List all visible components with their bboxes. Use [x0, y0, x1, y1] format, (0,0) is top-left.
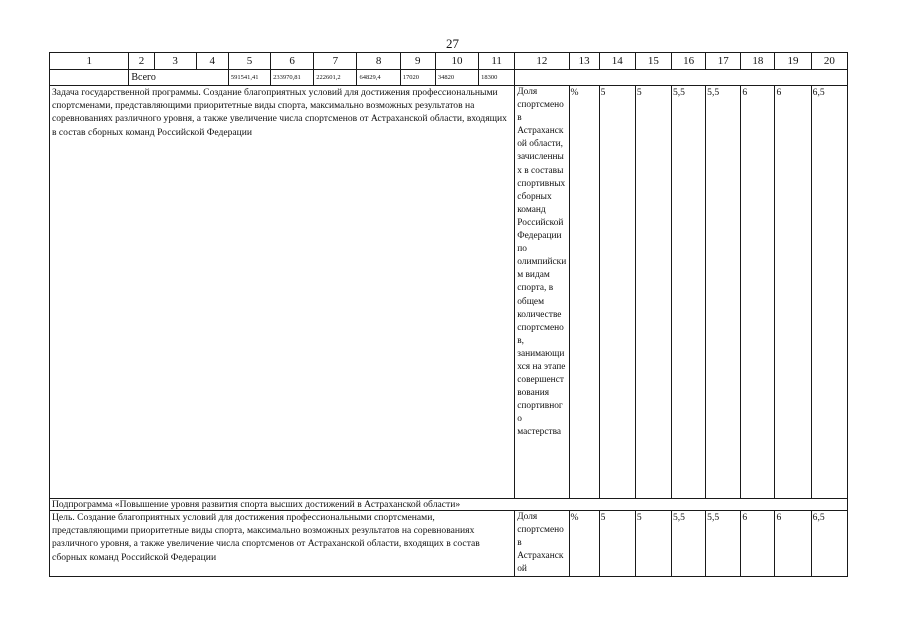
total-value: 64829,4 — [357, 70, 400, 86]
column-header: 18 — [741, 53, 775, 70]
total-value: 34820 — [435, 70, 478, 86]
goal-text: Цель. Создание благоприятных условий для достижения профессиональными спортсменами, представляющими приоритетные виды спорта, максимально возможных результатов на соревнованиях различного уровня, а также увеличение числа спортсменов от Астраханской области, входящих в состав сборных команд Российской Федерации — [50, 511, 515, 577]
total-label: Всего — [129, 70, 228, 86]
total-value: 233970,81 — [271, 70, 314, 86]
indicator-value: 6 — [741, 86, 775, 499]
indicator-value: 5 — [635, 511, 671, 577]
total-value: 222601,2 — [314, 70, 357, 86]
column-header: 2 — [129, 53, 154, 70]
task-text: Задача государственной программы. Создание благоприятных условий для достижения профессиональными спортсменами, представляющими приоритетные виды спорта, максимально возможных результатов на соревнованиях различного уровня, а также увеличение числа спортсменов от Астраханской области, входящих в состав сборных команд Российской Федерации — [50, 86, 515, 499]
indicator-value: 5 — [635, 86, 671, 499]
page-number: 27 — [446, 36, 459, 51]
indicator-value: 5 — [599, 86, 635, 499]
indicator-value: 5,5 — [706, 86, 741, 499]
total-value: 17020 — [400, 70, 435, 86]
column-header: 1 — [50, 53, 129, 70]
column-header: 7 — [314, 53, 357, 70]
indicator-text: Доля спортсменов Астраханской области, зачисленных в составы спортивных сборных команд Российской Федерации по олимпийским видам спорта, в общем количестве спортсменов, занимающихся на этапе совершенствования спортивного мастерства — [515, 86, 569, 499]
column-header: 5 — [228, 53, 270, 70]
program-table — [49, 52, 848, 577]
empty-cell — [515, 70, 848, 86]
indicator-value: 5,5 — [671, 86, 705, 499]
column-header: 13 — [569, 53, 599, 70]
column-header: 15 — [635, 53, 671, 70]
indicator-value: 6 — [775, 511, 811, 577]
column-header: 16 — [671, 53, 705, 70]
indicator-value: 6,5 — [811, 511, 847, 577]
column-header: 19 — [775, 53, 811, 70]
total-row — [50, 70, 848, 86]
indicator-value: 5,5 — [671, 511, 705, 577]
column-header: 10 — [435, 53, 478, 70]
column-number-header-row — [50, 53, 848, 70]
empty-cell — [50, 70, 129, 86]
total-value: 18300 — [479, 70, 515, 86]
column-header: 4 — [196, 53, 228, 70]
unit-cell: % — [569, 86, 599, 499]
column-header: 14 — [599, 53, 635, 70]
task-row — [50, 86, 848, 499]
subprogram-row — [50, 499, 848, 511]
goal-row — [50, 511, 848, 577]
indicator-value: 6 — [775, 86, 811, 499]
column-header: 20 — [811, 53, 847, 70]
column-header: 17 — [706, 53, 741, 70]
indicator-value: 6,5 — [811, 86, 847, 499]
indicator-value: 5 — [599, 511, 635, 577]
column-header: 11 — [479, 53, 515, 70]
indicator-text: Доля спортсменов Астраханской — [515, 511, 569, 577]
column-header: 9 — [400, 53, 435, 70]
column-header: 8 — [357, 53, 400, 70]
indicator-value: 6 — [741, 511, 775, 577]
column-header: 6 — [271, 53, 314, 70]
unit-cell: % — [569, 511, 599, 577]
subprogram-title: Подпрограмма «Повышение уровня развития спорта высших достижений в Астраханской области» — [50, 499, 848, 511]
indicator-value: 5,5 — [706, 511, 741, 577]
column-header: 12 — [515, 53, 569, 70]
total-value: 591541,41 — [228, 70, 270, 86]
column-header: 3 — [154, 53, 196, 70]
